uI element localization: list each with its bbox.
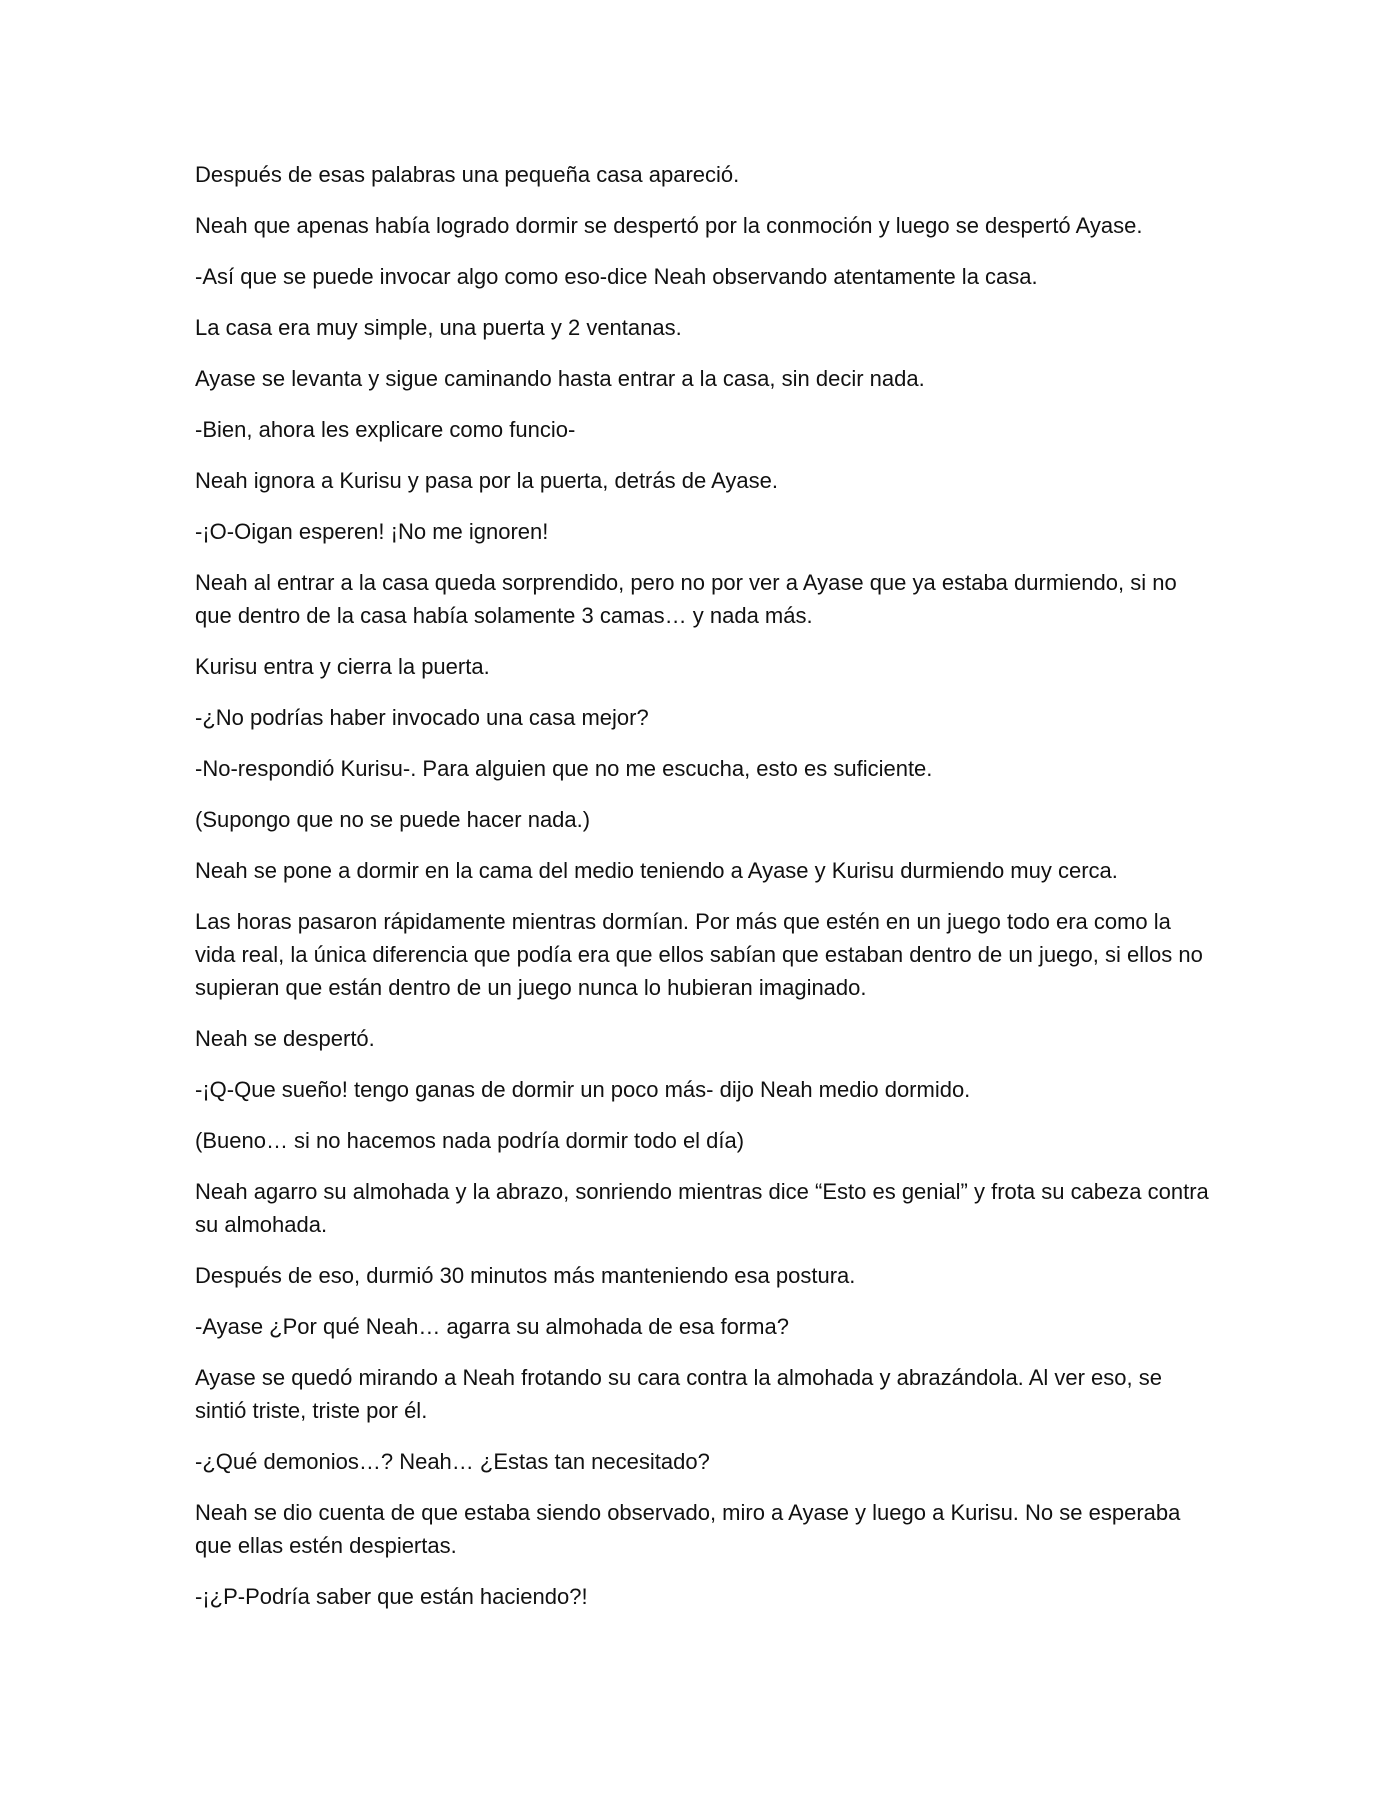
paragraph: -¡O-Oigan esperen! ¡No me ignoren! bbox=[195, 519, 549, 544]
paragraph: -¡Q-Que sueño! tengo ganas de dormir un poco más- dijo Neah medio dormido. bbox=[195, 1077, 971, 1102]
paragraph: Las horas pasaron rápidamente mientras dormían. Por más que estén en un juego todo era como la vida real, la única diferencia que podía era que ellos sabían que estaban dentro de un juego, si ellos no supieran que están dentro de un juego nunca lo hubieran imaginado. bbox=[195, 909, 1203, 1000]
paragraph: Neah se dio cuenta de que estaba siendo observado, miro a Ayase y luego a Kurisu. No se esperaba que ellas estén despiertas. bbox=[195, 1500, 1181, 1558]
paragraph: Kurisu entra y cierra la puerta. bbox=[195, 654, 490, 679]
paragraph: (Supongo que no se puede hacer nada.) bbox=[195, 807, 591, 832]
paragraph: Neah se pone a dormir en la cama del medio teniendo a Ayase y Kurisu durmiendo muy cerca. bbox=[195, 858, 1118, 883]
paragraph: -¿No podrías haber invocado una casa mejor? bbox=[195, 705, 649, 730]
paragraph: Después de esas palabras una pequeña casa apareció. bbox=[195, 162, 740, 187]
paragraph: -Ayase ¿Por qué Neah… agarra su almohada de esa forma? bbox=[195, 1314, 789, 1339]
paragraph: Neah que apenas había logrado dormir se despertó por la conmoción y luego se despertó Ayase. bbox=[195, 213, 1143, 238]
paragraph: (Bueno… si no hacemos nada podría dormir todo el día) bbox=[195, 1128, 745, 1153]
paragraph: -¿Qué demonios…? Neah… ¿Estas tan necesitado? bbox=[195, 1449, 710, 1474]
paragraph: -Así que se puede invocar algo como eso-dice Neah observando atentamente la casa. bbox=[195, 264, 1038, 289]
paragraph: -¡¿P-Podría saber que están haciendo?! bbox=[195, 1584, 588, 1609]
paragraph: -No-respondió Kurisu-. Para alguien que no me escucha, esto es suficiente. bbox=[195, 756, 933, 781]
paragraph: Ayase se quedó mirando a Neah frotando su cara contra la almohada y abrazándola. Al ver eso, se sintió triste, triste por él. bbox=[195, 1365, 1162, 1423]
paragraph: Después de eso, durmió 30 minutos más manteniendo esa postura. bbox=[195, 1263, 856, 1288]
paragraph: Neah al entrar a la casa queda sorprendido, pero no por ver a Ayase que ya estaba durmiendo, si no que dentro de la casa había solamente 3 camas… y nada más. bbox=[195, 570, 1177, 628]
paragraph: La casa era muy simple, una puerta y 2 ventanas. bbox=[195, 315, 682, 340]
paragraph: Neah agarro su almohada y la abrazo, sonriendo mientras dice “Esto es genial” y frota su cabeza contra su almohada. bbox=[195, 1179, 1209, 1237]
paragraph: -Bien, ahora les explicare como funcio- bbox=[195, 417, 576, 442]
paragraph: Neah se despertó. bbox=[195, 1026, 375, 1051]
paragraph: Neah ignora a Kurisu y pasa por la puerta, detrás de Ayase. bbox=[195, 468, 778, 493]
paragraph: Ayase se levanta y sigue caminando hasta entrar a la casa, sin decir nada. bbox=[195, 366, 925, 391]
document-page bbox=[195, 158, 1215, 1631]
